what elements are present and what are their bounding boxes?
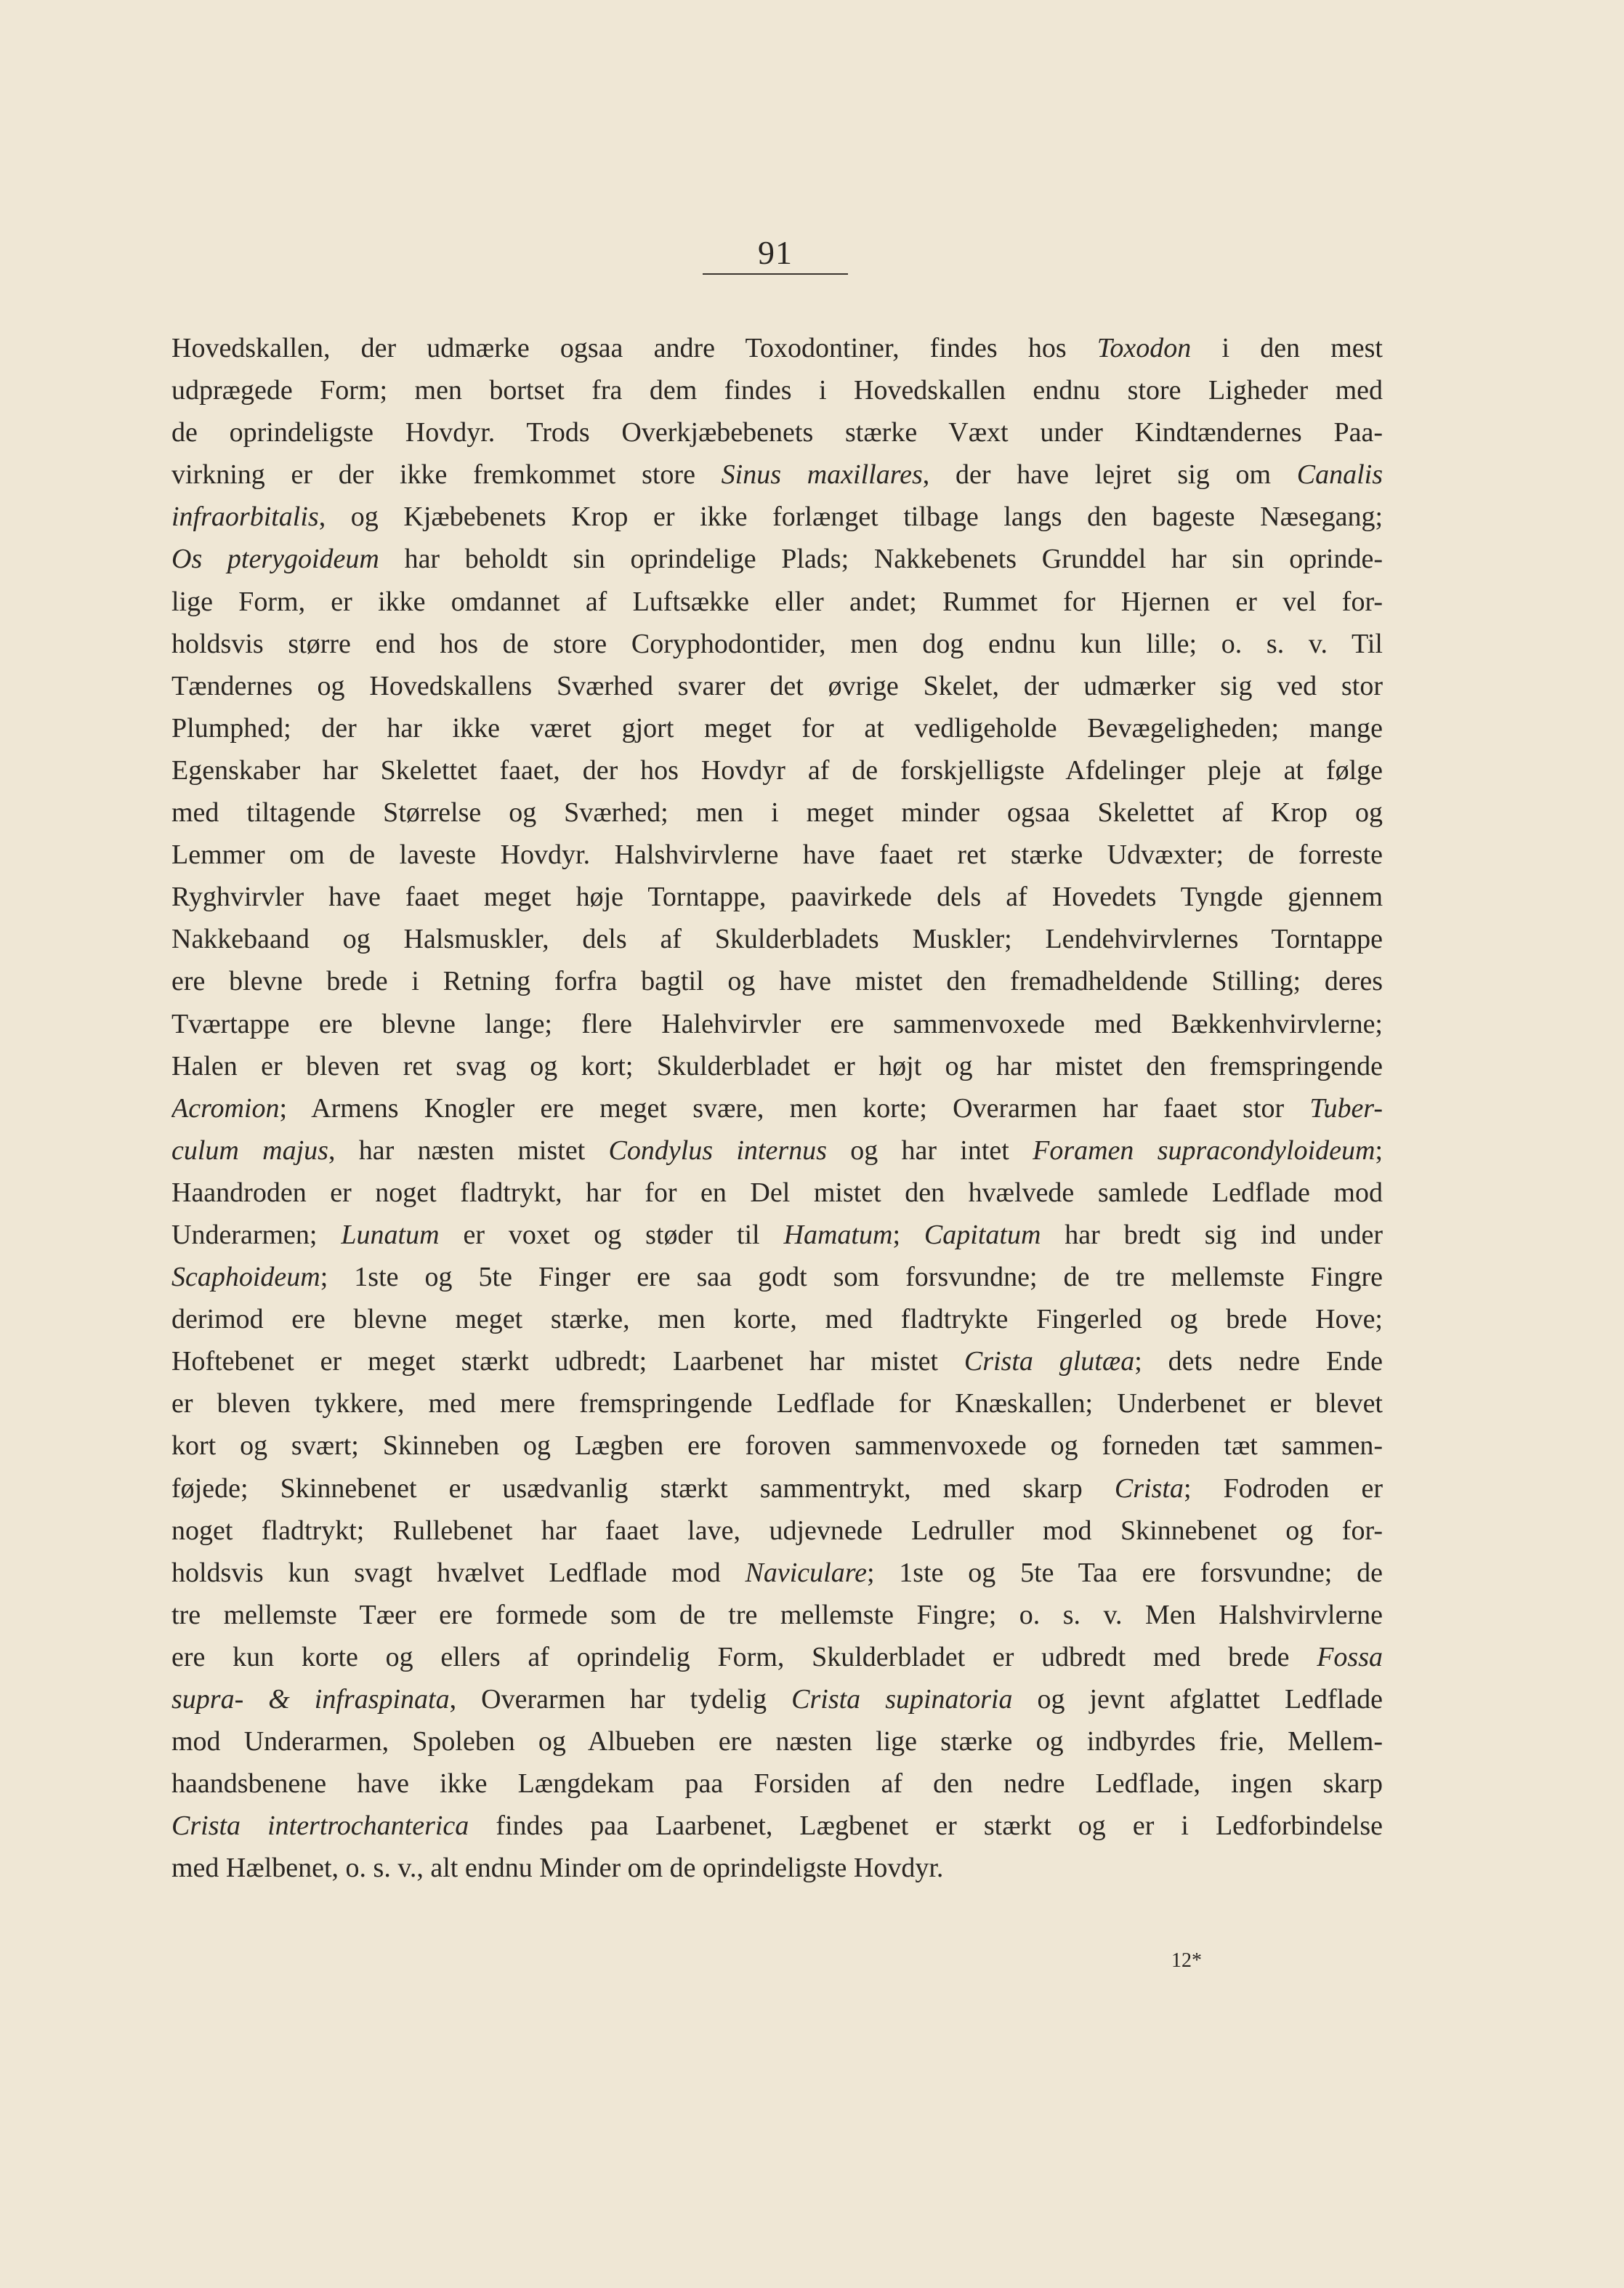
italic-term: Os pterygoideum <box>171 544 379 575</box>
italic-term: Tuber- <box>1309 1092 1383 1124</box>
text-line <box>171 581 1383 623</box>
text-segment: i den mest <box>1191 333 1383 363</box>
text-line <box>171 960 1383 1002</box>
text-line <box>171 327 1383 369</box>
text-segment: føjede; Skinnebenet er usædvanlig stærkt sammentrykt, med skarp <box>171 1473 1115 1504</box>
text-line <box>171 1847 1383 1889</box>
text-line <box>171 707 1383 749</box>
text-segment: , Overarmen har tydelig <box>449 1684 792 1715</box>
text-segment: Egenskaber har Skelettet faaet, der hos Hovdyr af de forskjelligste Afdelinger pleje at følge <box>171 754 1383 786</box>
text-segment: , har næsten mistet <box>328 1135 609 1166</box>
text-segment: ; Armens Knogler ere meget svære, men korte; Overarmen har faaet stor <box>279 1092 1310 1124</box>
text-line <box>171 369 1383 411</box>
text-segment: virkning er der ikke fremkommet store <box>171 459 722 491</box>
text-line <box>171 791 1383 834</box>
text-segment: Ryghvirvler have faaet meget høje Torntappe, paavirkede dels af Hovedets Tyngde gjennem <box>171 882 1383 913</box>
text-line <box>171 1256 1383 1298</box>
text-segment: kort og svært; Skinneben og Lægben ere foroven sammenvoxede og forneden tæt sammen- <box>171 1430 1383 1462</box>
text-segment: Underarmen; <box>171 1219 342 1250</box>
text-segment: udprægede Form; men bortset fra dem findes i Hovedskallen endnu store Ligheder med <box>171 375 1383 406</box>
italic-term: Crista intertrochanterica <box>171 1810 469 1842</box>
text-line <box>171 1298 1383 1340</box>
text-segment: er bleven tykkere, med mere fremspringende Ledflade for Knæskallen; Underbenet er blevet <box>171 1388 1383 1419</box>
text-line <box>171 411 1383 454</box>
text-line <box>171 1340 1383 1382</box>
text-line <box>171 454 1383 496</box>
page-number-rule <box>703 273 848 275</box>
text-segment: og har intet <box>826 1135 1033 1166</box>
text-segment: de oprindeligste Hovdyr. Trods Overkjæbebenets stærke Væxt under Kindtændernes Paa- <box>171 417 1383 448</box>
text-segment: ; 1ste og 5te Finger ere saa godt som forsvundne; de tre mellemste Fingre <box>320 1262 1383 1293</box>
text-segment: er voxet og støder til <box>439 1219 784 1250</box>
printer-signature-mark: 12* <box>1171 1949 1202 1972</box>
text-segment: findes paa Laarbenet, Lægbenet er stærkt og er i Ledforbindelse <box>469 1810 1383 1842</box>
italic-term: Condylus internus <box>608 1135 827 1166</box>
text-line <box>171 623 1383 665</box>
text-segment: haandsbenene have ikke Længdekam paa Forsiden af den nedre Ledflade, ingen skarp <box>171 1768 1383 1800</box>
italic-term: infraorbitalis <box>171 501 319 533</box>
text-segment: , og Kjæbebenets Krop er ikke forlænget tilbage langs den bageste Næsegang; <box>318 501 1383 533</box>
text-line <box>171 749 1383 791</box>
text-line <box>171 1763 1383 1805</box>
text-segment: derimod ere blevne meget stærke, men korte, med fladtrykte Fingerled og brede Hove; <box>171 1304 1383 1335</box>
text-line <box>171 665 1383 707</box>
text-segment: holdsvis større end hos de store Coryphodontider, men dog endnu kun lille; o. s. v. Til <box>171 628 1383 659</box>
text-line <box>171 1552 1383 1594</box>
text-segment: med tiltagende Størrelse og Sværhed; men i meget minder ogsaa Skelettet af Krop og <box>171 797 1383 829</box>
text-segment: ; <box>1375 1135 1383 1166</box>
text-segment: tre mellemste Tæer ere formede som de tre mellemste Fingre; o. s. v. Men Halshvirvlerne <box>171 1599 1383 1630</box>
text-line <box>171 1678 1383 1720</box>
text-line <box>171 1087 1383 1129</box>
italic-term: Naviculare <box>745 1557 867 1588</box>
text-segment: har beholdt sin oprindelige Plads; Nakkebenets Grunddel har sin oprinde- <box>379 544 1383 575</box>
text-line <box>171 1467 1383 1510</box>
italic-term: supra- & infraspinata <box>171 1684 450 1715</box>
text-segment: Lemmer om de laveste Hovdyr. Halshvirvlerne have faaet ret stærke Udvæxter; de forreste <box>171 839 1383 871</box>
text-line <box>171 1636 1383 1678</box>
text-segment: ere blevne brede i Retning forfra bagtil og have mistet den fremadheldende Stilling; deres <box>171 966 1383 997</box>
text-segment: Nakkebaand og Halsmuskler, dels af Skulderbladets Muskler; Lendehvirvlernes Torntappe <box>171 924 1383 955</box>
text-line <box>171 1172 1383 1214</box>
body-text <box>171 327 1383 1889</box>
text-segment: Halen er bleven ret svag og kort; Skulderbladet er højt og har mistet den fremspringende <box>171 1050 1383 1081</box>
text-line <box>171 1003 1383 1045</box>
text-line <box>171 1720 1383 1763</box>
italic-term: Foramen supracondyloideum <box>1033 1135 1375 1166</box>
text-segment: Hovedskallen, der udmærke ogsaa andre Toxodontiner, findes hos <box>171 333 1097 363</box>
text-segment: Hoftebenet er meget stærkt udbredt; Laarbenet har mistet <box>171 1346 964 1377</box>
text-line <box>171 1594 1383 1636</box>
text-segment: noget fladtrykt; Rullebenet har faaet lave, udjevnede Ledruller mod Skinnebenet og for- <box>171 1515 1383 1546</box>
italic-term: Crista <box>1114 1473 1184 1504</box>
italic-term: Acromion <box>171 1092 280 1124</box>
text-segment: lige Form, er ikke omdannet af Luftsække eller andet; Rummet for Hjernen er vel for- <box>171 586 1383 617</box>
text-segment: ; Fodroden er <box>1183 1473 1383 1504</box>
text-segment: Haandroden er noget fladtrykt, har for en Del mistet den hvælvede samlede Ledflade mod <box>171 1177 1383 1208</box>
text-segment: har bredt sig ind under <box>1041 1219 1383 1250</box>
text-segment: ; <box>892 1219 924 1250</box>
text-segment: holdsvis kun svagt hvælvet Ledflade mod <box>171 1557 746 1588</box>
text-line <box>171 1129 1383 1172</box>
italic-term: Crista supinatoria <box>791 1684 1013 1715</box>
text-line <box>171 834 1383 876</box>
italic-term: Fossa <box>1317 1641 1383 1672</box>
text-line <box>171 1425 1383 1467</box>
text-segment: med Hælbenet, o. s. v., alt endnu Minder om de oprindeligste Hovdyr. <box>171 1853 944 1884</box>
text-segment: Tændernes og Hovedskallens Sværhed svarer det øvrige Skelet, der udmærker sig ved stor <box>171 670 1383 701</box>
text-line <box>171 1510 1383 1552</box>
italic-term: Sinus maxillares <box>721 459 923 491</box>
italic-term: Toxodon <box>1096 333 1192 363</box>
text-segment: og jevnt afglattet Ledflade <box>1012 1684 1383 1715</box>
text-segment: ere kun korte og ellers af oprindelig Form, Skulderbladet er udbredt med brede <box>171 1641 1317 1672</box>
text-segment: Plumphed; der har ikke været gjort meget for at vedligeholde Bevægeligheden; mange <box>171 712 1383 744</box>
italic-term: Canalis <box>1296 459 1383 491</box>
italic-term: Crista glutæa <box>964 1346 1135 1377</box>
text-segment: mod Underarmen, Spoleben og Albueben ere næsten lige stærke og indbyrdes frie, Mellem- <box>171 1726 1383 1757</box>
text-line <box>171 918 1383 960</box>
page-number: 91 <box>758 234 793 271</box>
text-line <box>171 1045 1383 1087</box>
text-line <box>171 538 1383 580</box>
text-line <box>171 1382 1383 1425</box>
italic-term: Hamatum <box>783 1219 893 1250</box>
text-segment: , der have lejret sig om <box>922 459 1297 491</box>
italic-term: Lunatum <box>341 1219 440 1250</box>
text-line <box>171 1214 1383 1256</box>
text-line <box>171 496 1383 538</box>
italic-term: culum majus <box>171 1135 328 1166</box>
italic-term: Scaphoideum <box>171 1262 320 1293</box>
text-line <box>171 1805 1383 1847</box>
text-segment: Tværtappe ere blevne lange; flere Halehvirvler ere sammenvoxede med Bækkenhvirvlerne; <box>171 1008 1383 1039</box>
text-segment: ; 1ste og 5te Taa ere forsvundne; de <box>866 1557 1383 1588</box>
text-line <box>171 876 1383 918</box>
text-segment: ; dets nedre Ende <box>1134 1346 1383 1377</box>
italic-term: Capitatum <box>924 1219 1041 1250</box>
